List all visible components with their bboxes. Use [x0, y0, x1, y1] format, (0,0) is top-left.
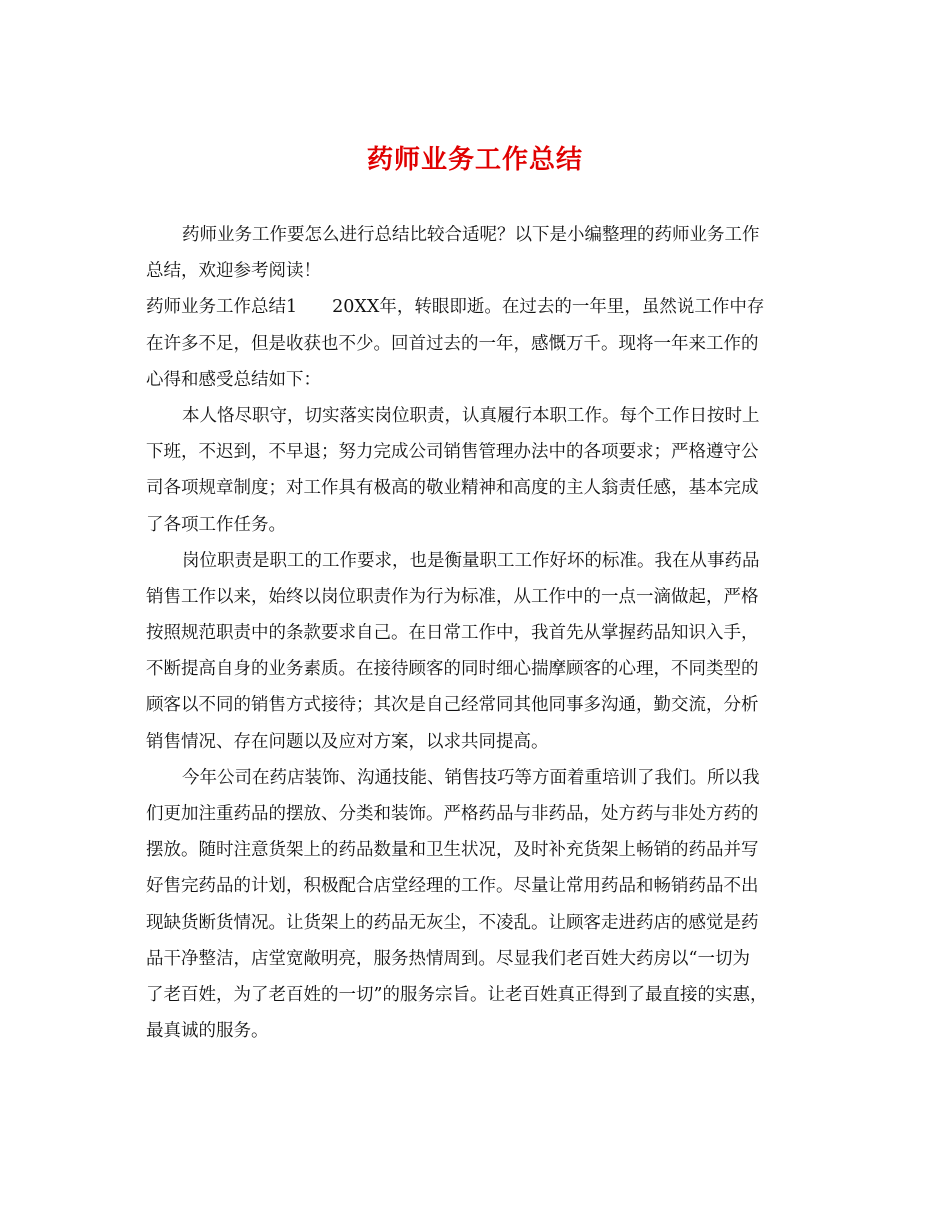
- text-line: 不断提高自身的业务素质。在接待顾客的同时细心揣摩顾客的心理，不同类型的: [146, 659, 759, 680]
- text-line: 总结，欢迎参考阅读！: [146, 261, 321, 282]
- text-line: 了各项工作任务。: [146, 514, 286, 535]
- text-line: 好售完药品的计划，积极配合店堂经理的工作。尽量让常用药品和畅销药品不出: [146, 876, 759, 897]
- text-line: 岗位职责是职工的工作要求，也是衡量职工工作好坏的标准。我在从事药品: [182, 550, 760, 571]
- text-line: 品干净整洁，店堂宽敞明亮，服务热情周到。尽显我们老百姓大药房以“一切为: [146, 948, 750, 969]
- text-line: 销售工作以来，始终以岗位职责作为行为标准，从工作中的一点一滴做起，严格: [146, 586, 759, 607]
- document-body: [146, 217, 810, 1049]
- text-line: 现缺货断货情况。让货架上的药品无灰尘，不凌乱。让顾客走进药店的感觉是药: [146, 912, 759, 933]
- text-line: 最真诚的服务。: [146, 1021, 269, 1042]
- text-line: 在许多不足，但是收获也不少。回首过去的一年，感慨万千。现将一年来工作的: [146, 333, 759, 354]
- text-line: 了老百姓，为了老百姓的一切”的服务宗旨。让老百姓真正得到了最直接的实惠，: [146, 984, 768, 1005]
- text-line: 药师业务工作要怎么进行总结比较合适呢？以下是小编整理的药师业务工作: [182, 225, 760, 245]
- text-line: 今年公司在药店装饰、沟通技能、销售技巧等方面着重培训了我们。所以我: [182, 767, 760, 788]
- document-title: 药师业务工作总结: [366, 145, 583, 175]
- text-line: 们更加注重药品的摆放、分类和装饰。严格药品与非药品，处方药与非处方药的: [146, 804, 759, 824]
- text-line: 摆放。随时注意货架上的药品数量和卫生状况，及时补充货架上畅销的药品并写: [146, 840, 759, 861]
- text-line: 司各项规章制度；对工作具有极高的敬业精神和高度的主人翁责任感，基本完成: [146, 478, 759, 499]
- text-line: 本人恪尽职守，切实落实岗位职责，认真履行本职工作。每个工作日按时上: [182, 405, 760, 426]
- text-line: 药师业务工作总结1 20XX年，转眼即逝。在过去的一年里，虽然说工作中存: [146, 297, 765, 318]
- text-line: 下班，不迟到，不早退；努力完成公司销售管理办法中的各项要求；严格遵守公: [146, 442, 759, 463]
- text-line: 销售情况、存在问题以及应对方案，以求共同提高。: [146, 731, 549, 752]
- text-line: 顾客以不同的销售方式接待；其次是自己经常同其他同事多沟通，勤交流，分析: [146, 695, 759, 716]
- text-line: 按照规范职责中的条款要求自己。在日常工作中，我首先从掌握药品知识入手，: [146, 623, 759, 644]
- text-line: 心得和感受总结如下：: [146, 369, 321, 390]
